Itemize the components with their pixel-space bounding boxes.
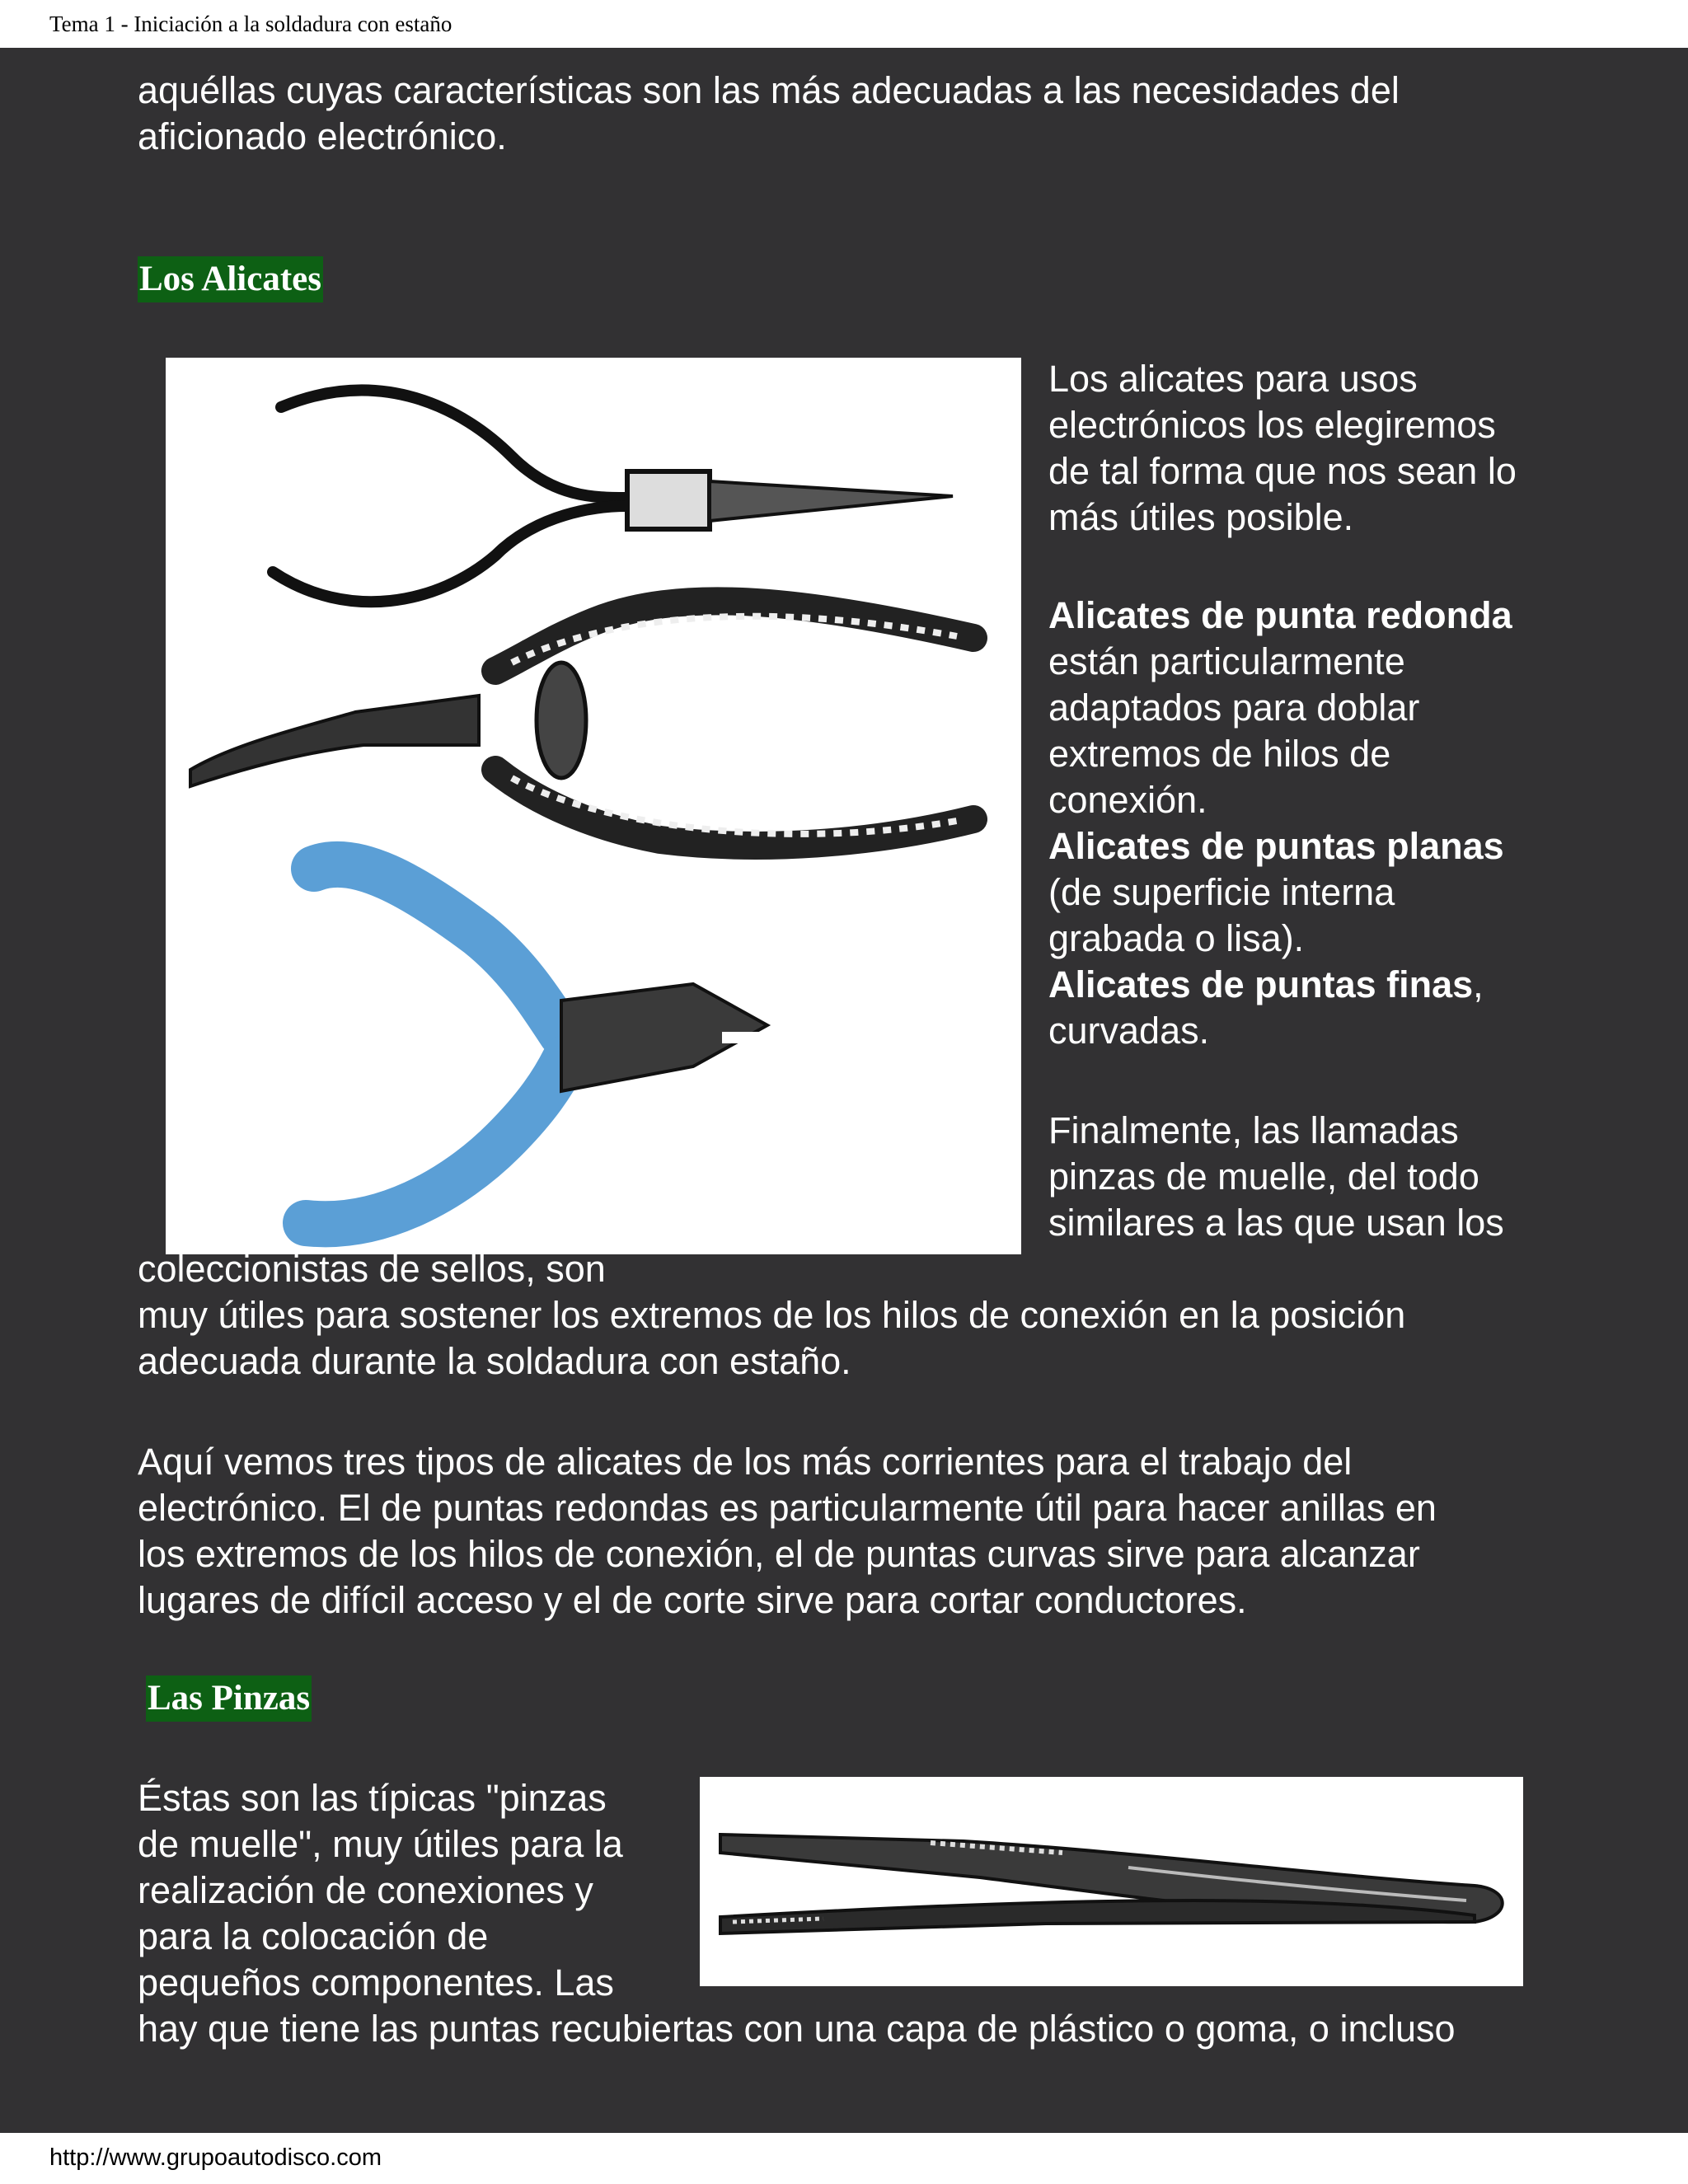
bent-nose-pliers	[190, 601, 973, 846]
alicates-para2-line-2: electrónico. El de puntas redondas es particularmente útil para hacer anillas en	[138, 1487, 1437, 1529]
alicates-finas-title: Alicates de puntas finas,	[1048, 963, 1484, 1005]
page-header	[0, 0, 1688, 48]
alicates-finas-line: curvadas.	[1048, 1010, 1210, 1052]
alicates-redonda-line-4: conexión.	[1048, 779, 1207, 821]
alicates-redonda-line-2: adaptados para doblar	[1048, 687, 1420, 729]
alicates-final-line-1: Finalmente, las llamadas	[1048, 1109, 1459, 1151]
alicates-para2-line-4: lugares de difícil acceso y el de corte sirve para cortar conductores.	[138, 1579, 1247, 1621]
pinzas-line-1: Éstas son las típicas "pinzas	[138, 1777, 607, 1819]
alicates-wide-line-3: adecuada durante la soldadura con estaño.	[138, 1340, 851, 1382]
pliers-image	[166, 358, 1021, 1254]
alicates-text-line-2: electrónicos los elegiremos	[1048, 404, 1496, 446]
pinzas-line-2: de muelle", muy útiles para la	[138, 1823, 623, 1865]
alicates-planas-line-1: (de superficie interna	[1048, 871, 1395, 913]
section-heading-alicates: Los Alicates	[138, 256, 323, 302]
pinzas-line-6: hay que tiene las puntas recubiertas con una capa de plástico o goma, o incluso	[138, 2008, 1456, 2050]
alicates-text-line-3: de tal forma que nos sean lo	[1048, 450, 1517, 492]
tweezers-illustration-icon	[700, 1777, 1523, 1986]
alicates-text-line-4: más útiles posible.	[1048, 496, 1354, 538]
section-heading-pinzas: Las Pinzas	[146, 1675, 312, 1722]
alicates-text-line-1: Los alicates para usos	[1048, 358, 1418, 400]
alicates-wide-line-1: coleccionistas de sellos, son	[138, 1248, 606, 1290]
pinzas-line-3: realización de conexiones y	[138, 1869, 593, 1911]
intro-line-1: aquéllas cuyas características son las más adecuadas a las necesidades del	[138, 69, 1400, 111]
alicates-para2-line-3: los extremos de los hilos de conexión, el de puntas curvas sirve para alcanzar	[138, 1533, 1420, 1575]
alicates-planas-line-2: grabada o lisa).	[1048, 917, 1305, 959]
round-nose-pliers	[273, 391, 627, 602]
pliers-illustration-icon	[166, 358, 1021, 1254]
diagonal-cutters	[306, 865, 771, 1224]
alicates-wide-line-2: muy útiles para sostener los extremos de los hilos de conexión en la posición	[138, 1294, 1406, 1336]
alicates-redonda-line-1: están particularmente	[1048, 640, 1405, 682]
alicates-redonda-line-3: extremos de hilos de	[1048, 733, 1391, 775]
alicates-redonda-title: Alicates de punta redonda	[1048, 594, 1512, 636]
document-body	[0, 48, 1688, 2133]
tweezers-image	[700, 1777, 1523, 1986]
pinzas-line-5: pequeños componentes. Las	[138, 1961, 614, 2004]
alicates-planas-title: Alicates de puntas planas	[1048, 825, 1504, 867]
pliers-joint	[627, 471, 710, 529]
intro-line-2: aficionado electrónico.	[138, 115, 507, 157]
page-footer	[0, 2133, 1688, 2184]
pinzas-line-4: para la colocación de	[138, 1915, 489, 1957]
alicates-para2-line-1: Aquí vemos tres tipos de alicates de los más corrientes para el trabajo del	[138, 1441, 1353, 1483]
header-title: Tema 1 - Iniciación a la soldadura con estaño	[49, 12, 452, 36]
alicates-final-line-3: similares a las que usan los	[1048, 1202, 1504, 1244]
alicates-final-line-2: pinzas de muelle, del todo	[1048, 1155, 1479, 1197]
footer-url: http://www.grupoautodisco.com	[49, 2144, 382, 2171]
